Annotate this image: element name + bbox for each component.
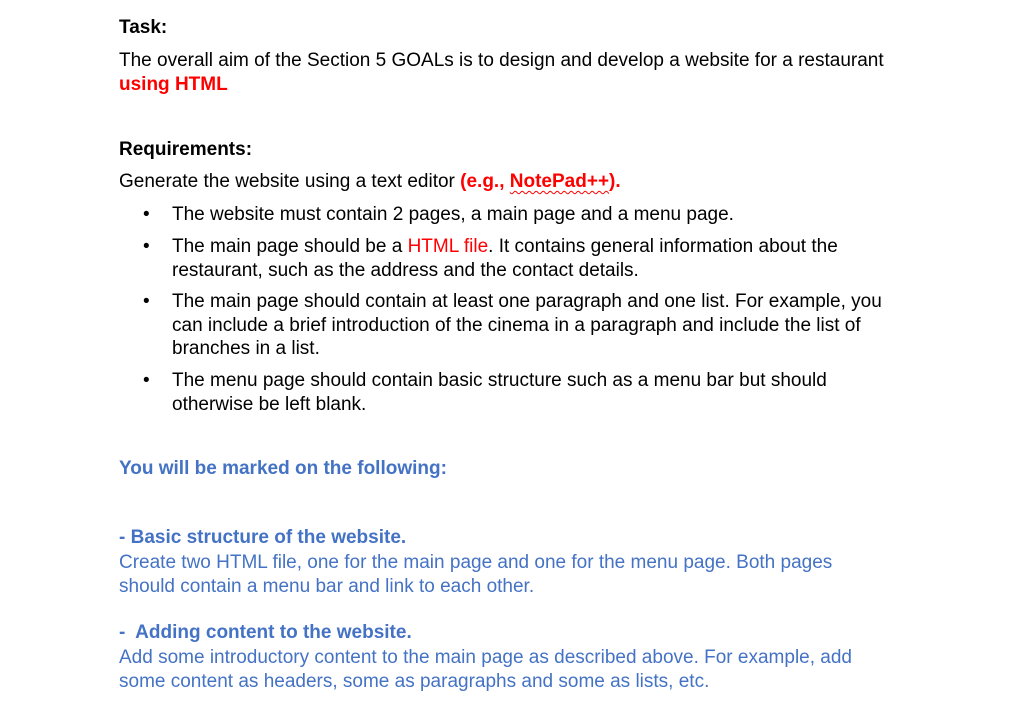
marking-section-title: - Basic structure of the website.	[119, 527, 407, 548]
requirements-intro-paren-close: ).	[609, 171, 621, 192]
bullet-text: The website must contain 2 pages, a main page and a menu page.	[172, 204, 734, 225]
requirements-intro-editor: NotePad++	[509, 171, 610, 192]
bullet-text-after: . It contains general information about the restaurant, such as the address and the contact details.	[172, 236, 838, 281]
bullet-text: The menu page should contain basic structure such as a menu bar but should otherwise be left blank.	[172, 370, 827, 415]
requirements-intro	[119, 170, 889, 194]
bullet-icon: •	[143, 236, 150, 257]
bullet-icon: •	[143, 370, 150, 391]
bullet-text	[172, 235, 892, 282]
marking-heading: You will be marked on the following:	[119, 458, 447, 479]
task-text: The overall aim of the Section 5 GOALs is to design and develop a website for a restaurant	[119, 50, 884, 71]
marking-section-body: Create two HTML file, one for the main page and one for the menu page. Both pages should contain a menu bar and link to each other.	[119, 552, 833, 597]
marking-section-body: Add some introductory content to the main page as described above. For example, add some content as headers, some as paragraphs and some as lists, etc.	[119, 647, 852, 692]
bullet-icon: •	[143, 291, 150, 312]
bullet-icon: •	[143, 204, 150, 225]
requirements-intro-paren-open: (e.g.,	[460, 171, 510, 192]
task-heading: Task:	[119, 17, 168, 38]
requirements-heading: Requirements:	[119, 139, 253, 160]
bullet-text-before: The main page should be a	[172, 236, 408, 257]
marking-section-title: - Adding content to the website.	[119, 622, 412, 643]
bullet-text-highlight: HTML file	[407, 236, 489, 257]
bullet-text: The main page should contain at least one paragraph and one list. For example, you can include a brief introduction of the cinema in a paragraph and include the list of branches in a list.	[172, 291, 882, 359]
task-highlight: using HTML	[119, 74, 228, 95]
requirements-intro-text: Generate the website using a text editor	[119, 171, 461, 192]
task-description	[119, 49, 889, 97]
